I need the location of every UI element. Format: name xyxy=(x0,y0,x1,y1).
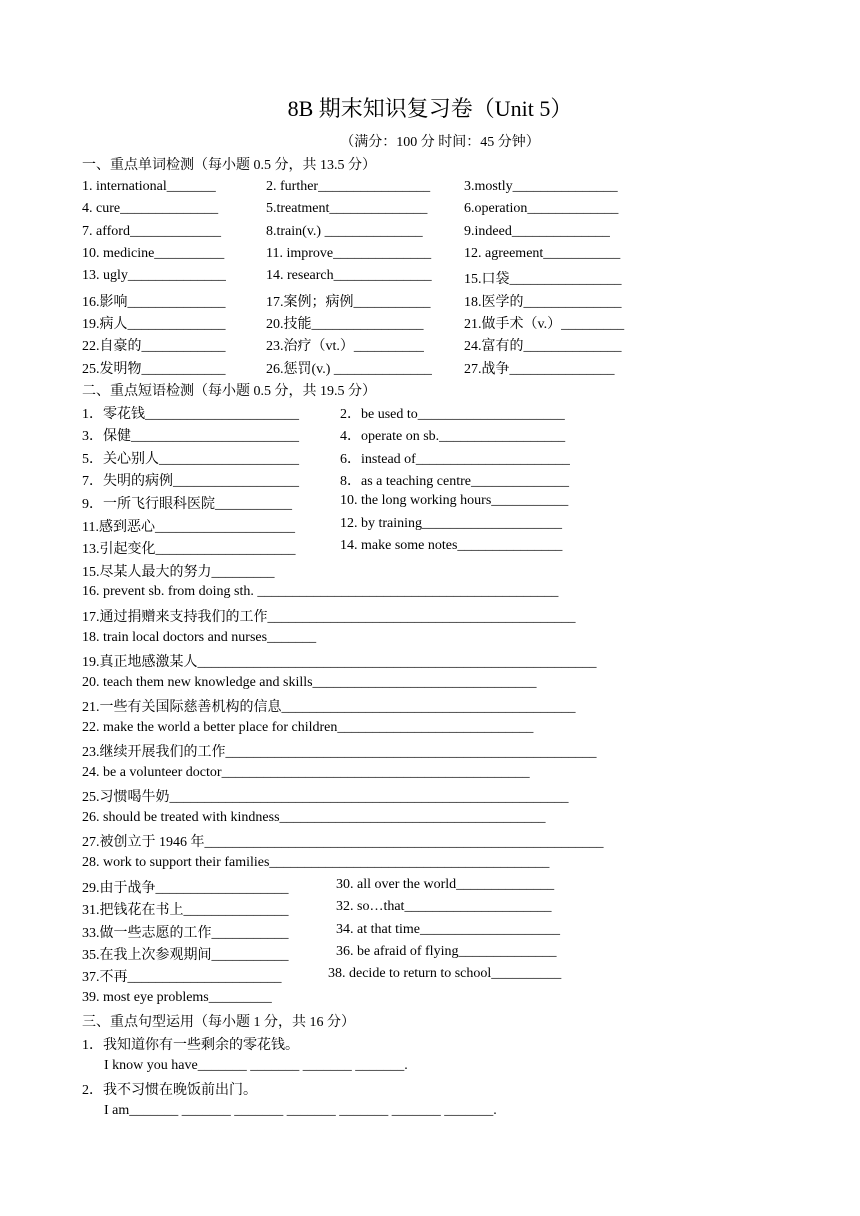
word-item: 6.operation_____________ xyxy=(464,201,619,216)
page-title: 8B 期末知识复习卷（Unit 5） xyxy=(287,96,573,121)
word-item: 25.发明物____________ xyxy=(82,362,226,377)
word-item: 18.医学的______________ xyxy=(464,295,622,310)
phrase-item: 25.习惯喝牛奶_________________________________________________________ xyxy=(82,790,569,805)
word-item: 24.富有的______________ xyxy=(464,339,622,354)
phrase-item: 27.被创立于 1946 年_________________________________________________________ xyxy=(82,835,604,850)
word-item: 4. cure______________ xyxy=(82,201,219,216)
word-item: 1. international_______ xyxy=(82,179,216,194)
word-item: 17.案例；病例___________ xyxy=(266,295,431,310)
phrase-item: 26. should be treated with kindness______________________________________ xyxy=(82,810,546,825)
word-item: 2. further________________ xyxy=(266,179,431,194)
phrase-item-39: 39. most eye problems_________ xyxy=(82,990,272,1005)
word-item: 21.做手术（v.）_________ xyxy=(464,317,625,332)
phrase-item: 19.真正地感激某人_________________________________________________________ xyxy=(82,655,597,670)
word-item: 11. improve______________ xyxy=(266,246,432,261)
phrase-item: 37.不再______________________ xyxy=(82,970,282,985)
word-item: 26.惩罚(v.) ______________ xyxy=(266,362,432,377)
phrase-item: 30. all over the world______________ xyxy=(336,877,555,892)
sentence-item-2-question: 2．我不习惯在晚饭前出门。 xyxy=(82,1083,257,1098)
word-item: 9.indeed______________ xyxy=(464,224,610,239)
phrase-item: 34. at that time____________________ xyxy=(336,922,560,937)
sentence-item-1-answer: I know you have_______ _______ _______ _______. xyxy=(104,1058,408,1073)
section-1-heading: 一、重点单词检测（每小题 0.5 分，共 13.5 分） xyxy=(82,158,376,173)
word-item: 12. agreement___________ xyxy=(464,246,621,261)
phrase-item: 10. the long working hours___________ xyxy=(340,493,569,508)
phrase-item: 6．instead of______________________ xyxy=(340,452,570,467)
word-item: 19.病人______________ xyxy=(82,317,226,332)
phrase-item: 21.一些有关国际慈善机构的信息__________________________________________ xyxy=(82,700,576,715)
phrase-item: 28. work to support their families________________________________________ xyxy=(82,855,550,870)
phrase-item: 23.继续开展我们的工作_____________________________________________________ xyxy=(82,745,597,760)
phrase-item: 2．be used to_____________________ xyxy=(340,407,565,422)
word-item: 27.战争_______________ xyxy=(464,362,615,377)
phrase-item: 1．零花钱______________________ xyxy=(82,407,299,422)
word-item: 20.技能________________ xyxy=(266,317,424,332)
word-item: 23.治疗（vt.）__________ xyxy=(266,339,424,354)
phrase-item: 12. by training____________________ xyxy=(340,516,563,531)
phrase-item: 31.把钱花在书上_______________ xyxy=(82,903,289,918)
phrase-item: 36. be afraid of flying______________ xyxy=(336,944,557,959)
word-item: 5.treatment______________ xyxy=(266,201,428,216)
phrase-item: 24. be a volunteer doctor____________________________________________ xyxy=(82,765,530,780)
phrase-item: 29.由于战争___________________ xyxy=(82,881,289,896)
phrase-item: 22. make the world a better place for children____________________________ xyxy=(82,720,534,735)
word-item: 22.自豪的____________ xyxy=(82,339,226,354)
phrase-item: 9．一所飞行眼科医院___________ xyxy=(82,497,292,512)
word-item: 7. afford_____________ xyxy=(82,224,221,239)
phrase-item: 38. decide to return to school__________ xyxy=(328,966,562,981)
phrase-item: 4．operate on sb.__________________ xyxy=(340,429,566,444)
word-item: 13. ugly______________ xyxy=(82,268,226,283)
phrase-item: 5．关心别人____________________ xyxy=(82,452,299,467)
word-item: 3.mostly_______________ xyxy=(464,179,618,194)
page-subtitle: （满分：100 分 时间：45 分钟） xyxy=(340,135,540,150)
phrase-item: 18. train local doctors and nurses_______ xyxy=(82,630,317,645)
phrase-item: 33.做一些志愿的工作___________ xyxy=(82,926,289,941)
phrase-item: 13.引起变化____________________ xyxy=(82,542,296,557)
word-item: 16.影响______________ xyxy=(82,295,226,310)
phrase-item: 11.感到恶心____________________ xyxy=(82,520,295,535)
phrase-item: 20. teach them new knowledge and skills________________________________ xyxy=(82,675,537,690)
sentence-item-1-question: 1．我知道你有一些剩余的零花钱。 xyxy=(82,1038,299,1053)
phrase-item: 32. so…that_____________________ xyxy=(336,899,552,914)
phrase-item: 35.在我上次参观期间___________ xyxy=(82,948,289,963)
word-item: 14. research______________ xyxy=(266,268,432,283)
phrase-item: 17.通过捐赠来支持我们的工作____________________________________________ xyxy=(82,610,576,625)
phrase-item: 15.尽某人最大的努力_________ xyxy=(82,565,275,580)
word-item: 10. medicine__________ xyxy=(82,246,225,261)
phrase-item: 14. make some notes_______________ xyxy=(340,538,563,553)
phrase-item: 3．保健________________________ xyxy=(82,429,299,444)
word-item: 8.train(v.) ______________ xyxy=(266,224,423,239)
phrase-item: 7．失明的病例__________________ xyxy=(82,474,299,489)
sentence-item-2-answer: I am_______ _______ _______ _______ _______ _______ _______. xyxy=(104,1103,497,1118)
phrase-item: 8．as a teaching centre______________ xyxy=(340,474,569,489)
section-2-heading: 二、重点短语检测（每小题 0.5 分，共 19.5 分） xyxy=(82,384,376,399)
word-item: 15.口袋________________ xyxy=(464,272,622,287)
section-3-heading: 三、重点句型运用（每小题 1 分，共 16 分） xyxy=(82,1015,355,1030)
phrase-item: 16. prevent sb. from doing sth. ___________________________________________ xyxy=(82,584,559,599)
